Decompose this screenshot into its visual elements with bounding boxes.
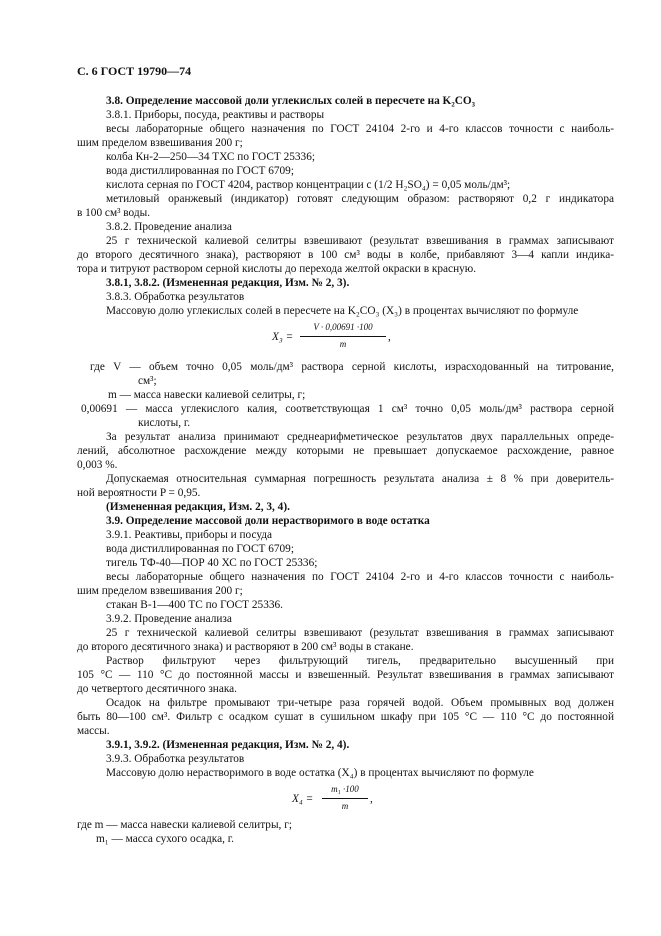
text-line: тора и титруют раствором серной кислоты до перехода желтой окраски в красную. [77,263,477,275]
text-line: шим пределом взвешивания 200 г; [77,137,243,149]
text-line: 105 °С — 110 °С до постоянной массы и взвешенный. Результат взвешивания в граммах записывают [77,669,614,681]
text-line: 3.8.2. Проведение анализа [106,221,232,233]
amendment-note: 3.9.1, 3.9.2. (Измененная редакция, Изм. № 2, 4). [106,739,350,751]
text-line: в 100 см³ воды. [77,207,151,219]
formula-x4-lhs: X₄ = [292,793,314,805]
where-line: см³; [138,375,157,387]
text-line: ной вероятности P = 0,95. [77,487,201,499]
text-line: лений, абсолютное расхождение между которыми не превышает допускаемое расхождение, равное [77,445,614,457]
text-line: массы. [77,725,110,737]
text-line: быть 80—100 см³. Фильтр с осадком сушат в сушильном шкафу при 105 °С — 110 °С до постоянной [77,711,614,723]
text-line: кислота серная по ГОСТ 4204, раствор концентрации c (1/2 H₂SO₄) = 0,05 моль/дм³; [106,179,511,191]
formula-x3-lhs: X₃ = [272,331,294,343]
formula-x3-fraction-bar [300,336,386,337]
text-line: до второго десятичного знака) и растворяют в 200 см³ воды в стакане. [77,641,414,653]
where-line: где m — масса навески калиевой селитры, г; [77,819,292,831]
text-line: метиловый оранжевый (индикатор) готовят следующим образом: растворяют 0,2 г индикатора [106,193,614,205]
section-3-9-title: 3.9. Определение массовой доли нерастворимого в воде остатка [106,515,430,527]
text-line: шим пределом взвешивания 200 г; [77,585,243,597]
text-line: 3.9.3. Обработка результатов [106,753,245,765]
text-line: колба Кн-2—250—34 ТХС по ГОСТ 25336; [106,151,315,163]
where-line: 0,00691 — масса углекислого калия, соответствующая 1 см³ точно 0,05 моль/дм³ раствора серной [81,403,614,415]
formula-x3-denominator: m [339,339,347,349]
text-line: 3.8.3. Обработка результатов [106,291,245,303]
text-line: до четвертого десятичного знака. [77,683,238,695]
formula-x4-fraction-bar [322,798,368,799]
text-line: тигель ТФ-40—ПОР 40 ХС по ГОСТ 25336; [106,557,318,569]
section-3-8-title: 3.8. Определение массовой доли углекислых солей в пересчете на K₂CO₃ [106,95,476,107]
text-line: до второго десятичного знака), растворяют в 100 см³ воды в колбе, прибавляют 3—4 капли индика- [77,249,614,261]
text-line: 25 г технической калиевой селитры взвешивают (результат взвешивания в граммах записывают [106,627,614,639]
text-line: За результат анализа принимают среднеарифметическое результатов двух параллельных опреде- [106,431,614,443]
page-header: С. 6 ГОСТ 19790—74 [77,64,192,78]
text-line: весы лабораторные общего назначения по ГОСТ 24104 2-го и 4-го классов точности с наиболь- [106,123,614,135]
text-line: 3.9.1. Реактивы, приборы и посуда [106,529,273,541]
text-line: Массовую долю нерастворимого в воде остатка (X₄) в процентах вычисляют по формуле [106,767,534,779]
text-line: вода дистиллированная по ГОСТ 6709; [106,165,294,177]
text-line: Допускаемая относительная суммарная погрешность результата анализа ± 8 % при доверитель- [106,473,614,485]
where-line: m — масса навески калиевой селитры, г; [108,389,306,401]
text-line: Осадок на фильтре промывают три-четыре раза горячей водой. Объем промывных вод должен [106,697,614,709]
text-line: Раствор фильтруют через фильтрующий тигель, предварительно высушенный при [106,655,614,667]
text-line: 25 г технической калиевой селитры взвешивают (результат взвешивания в граммах записывают [106,235,614,247]
text-line: 0,003 %. [77,459,118,471]
text-line: 3.8.1. Приборы, посуда, реактивы и растворы [106,109,325,121]
where-line: m₁ — масса сухого осадка, г. [96,833,234,845]
formula-x3-comma: , [388,331,391,343]
where-line: где V — объем точно 0,05 моль/дм³ раствора серной кислоты, израсходованный на титрование, [90,361,614,373]
text-line: вода дистиллированная по ГОСТ 6709; [106,543,294,555]
formula-x4-numerator: m₁ ·100 [331,784,359,794]
text-line: стакан В-1—400 ТС по ГОСТ 25336. [106,599,283,611]
formula-x4-comma: , [370,793,373,805]
formula-x4-denominator: m [341,801,349,811]
amendment-note: 3.8.1, 3.8.2. (Измененная редакция, Изм. № 2, 3). [106,277,350,289]
where-line: кислоты, г. [138,417,191,429]
formula-x3-numerator: V · 0,00691 ·100 [313,322,373,332]
amendment-note: (Измененная редакция, Изм. 2, 3, 4). [106,501,290,513]
text-line: Массовую долю углекислых солей в пересчете на K₂CO₃ (X₃) в процентах вычисляют по формуле [106,305,579,317]
text-line: 3.9.2. Проведение анализа [106,613,232,625]
text-line: весы лабораторные общего назначения по ГОСТ 24104 2-го и 4-го классов точности с наиболь- [106,571,614,583]
